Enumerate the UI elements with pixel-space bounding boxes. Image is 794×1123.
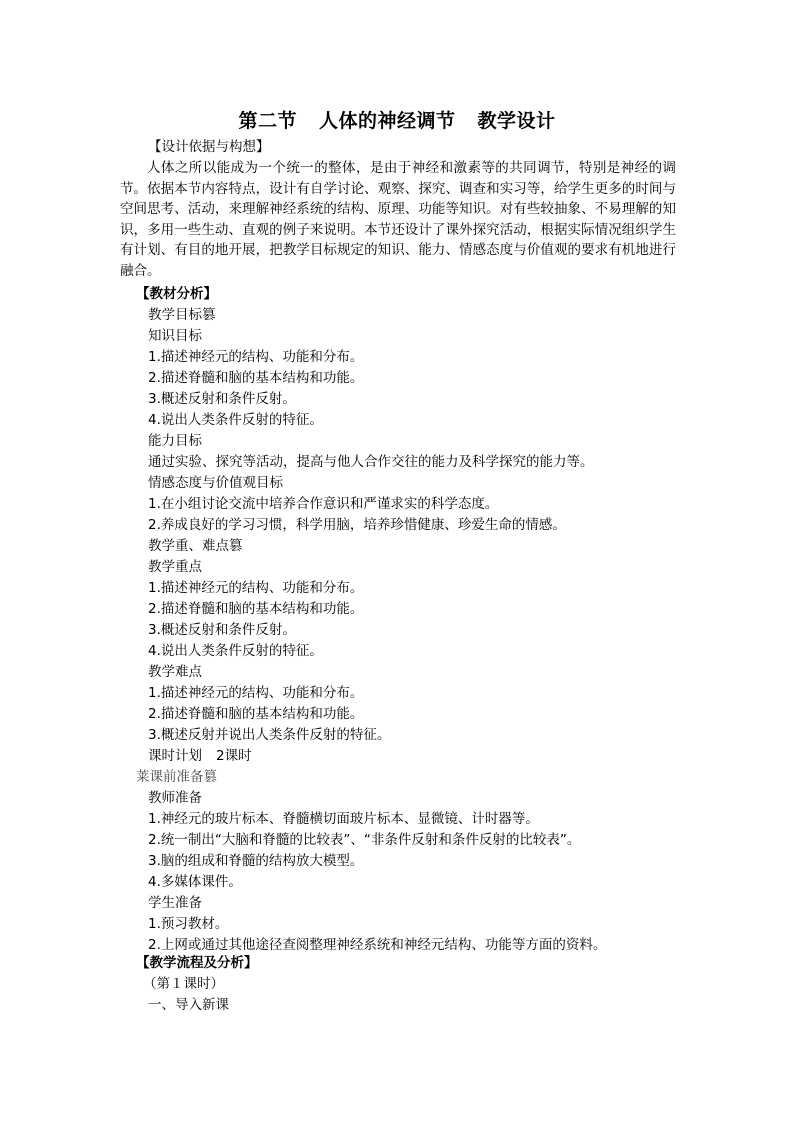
difficult-heading: 教学难点 (148, 664, 202, 680)
key-item: 2.描述脊髓和脑的基本结构和功能。 (148, 601, 364, 617)
knowledge-heading: 知识目标 (148, 328, 202, 344)
page-title (0, 106, 794, 133)
ability-text: 通过实验、探究等活动，提高与他人合作交往的能力及科学探究的能力等。 (148, 454, 594, 470)
goals-heading: 教学目标篡 (148, 307, 216, 323)
key-heading: 教学重点 (148, 559, 202, 575)
knowledge-item: 3.概述反射和条件反射。 (148, 391, 296, 407)
student-prep-heading: 学生准备 (148, 895, 202, 911)
teacher-prep-item: 3.脑的组成和脊髓的结构放大模型。 (148, 853, 364, 869)
teacher-prep-item: 2.统一制出“大脑和脊髓的比较表”、“非条件反射和条件反射的比较表”。 (148, 832, 581, 848)
key-difficult-heading: 教学重、难点篡 (148, 538, 243, 554)
difficult-item: 1.描述神经元的结构、功能和分布。 (148, 685, 364, 701)
flow-heading: 【教学流程及分析】 (136, 955, 258, 971)
knowledge-item: 2.描述脊髓和脑的基本结构和功能。 (148, 370, 364, 386)
teacher-prep-item: 4.多媒体课件。 (148, 874, 242, 890)
knowledge-item: 4.说出人类条件反射的特征。 (148, 412, 323, 428)
design-basis-paragraph: 人体之所以能成为一个统一的整体，是由于神经和激素等的共同调节，特别是神经的调节。依据本节内容特点，设计有自学讨论、观察、探究、调查和实习等，给学生更多的时间与空间思考、活动，来理解神经系统的结构、原理、功能等知识。对有些较抽象、不易理解的知识，多用一些生动、直观的例子来说明。本节还设计了课外探究活动，根据实际情况组织学生有计划、有目的地开展，把教学目标规定的知识、能力、情感态度与价值观的要求有机地进行融合。 (120, 160, 676, 279)
prep-heading: 莱课前准备篡 (136, 769, 217, 785)
knowledge-item: 1.描述神经元的结构、功能和分布。 (148, 349, 364, 365)
key-item: 3.概述反射和条件反射。 (148, 622, 296, 638)
emotion-item: 1.在小组讨论交流中培养合作意识和严谨求实的科学态度。 (148, 496, 499, 512)
title-section-number: 第二节 (238, 110, 297, 132)
teacher-prep-item: 1.神经元的玻片标本、脊髓横切面玻片标本、显微镜、计时器等。 (148, 811, 539, 827)
schedule-value: 2课时 (216, 748, 252, 764)
design-basis-heading: 【设计依据与构想】 (148, 139, 270, 155)
lesson-label: （第１课时） (143, 976, 224, 992)
key-item: 1.描述神经元的结构、功能和分布。 (148, 580, 364, 596)
teacher-prep-heading: 教师准备 (148, 790, 202, 806)
schedule-line (148, 746, 252, 766)
student-prep-item: 1.预习教材。 (148, 916, 229, 932)
key-item: 4.说出人类条件反射的特征。 (148, 643, 323, 659)
emotion-item: 2.养成良好的学习习惯，科学用脑，培养珍惜健康、珍爱生命的情感。 (148, 517, 566, 533)
schedule-label: 课时计划 (148, 748, 202, 764)
intro-heading: 一、导入新课 (148, 997, 229, 1013)
difficult-item: 2.描述脊髓和脑的基本结构和功能。 (148, 706, 364, 722)
ability-heading: 能力目标 (148, 433, 202, 449)
student-prep-item: 2.上网或通过其他途径查阅整理神经系统和神经元结构、功能等方面的资料。 (148, 937, 607, 953)
title-suffix: 教学设计 (477, 110, 556, 132)
emotion-heading: 情感态度与价值观目标 (148, 475, 283, 491)
difficult-item: 3.概述反射并说出人类条件反射的特征。 (148, 727, 391, 743)
materials-heading: 【教材分析】 (136, 286, 217, 302)
title-topic: 人体的神经调节 (318, 110, 456, 132)
